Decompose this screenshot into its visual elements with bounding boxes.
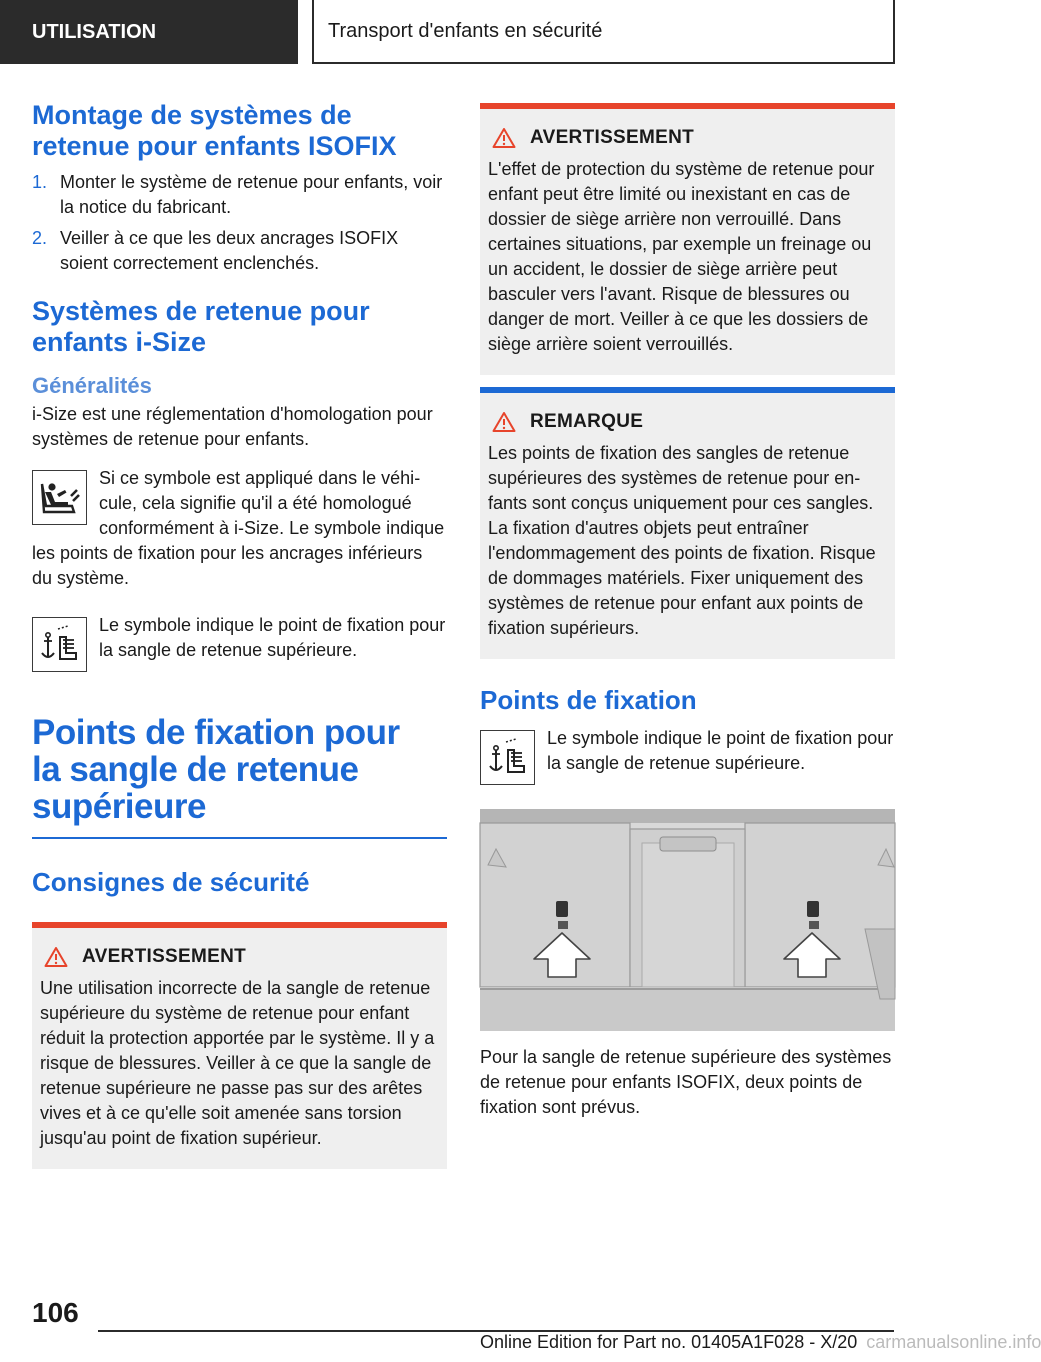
- isize-symbol-text: Si ce symbole est appliqué dans le véhicule, cela signifie qu'il a été homologué conformément à i-Size. Le symbole indique les points de fixation pour les ancrages inférieurs du système.: [32, 468, 445, 588]
- footer-edition: [480, 1332, 1041, 1353]
- edition-text: Online Edition for Part no. 01405A1F028 - X/20: [480, 1332, 858, 1352]
- step-number: 2.: [32, 228, 48, 248]
- anchor-points-illustration: [480, 809, 895, 1031]
- heading-rule: [32, 837, 447, 839]
- chapter-tab: [312, 0, 895, 64]
- warning-triangle-icon: [44, 946, 68, 968]
- points-heading: Points de fixation: [480, 685, 697, 715]
- warning-triangle-icon: [492, 411, 516, 433]
- isize-heading: Systèmes de retenue pour enfants i-Size: [32, 296, 370, 357]
- warning-box: [480, 103, 895, 375]
- isofix-steps: [32, 170, 447, 276]
- notice-text: Les points de fixation des sangles de retenue supérieures des systèmes de retenue pour enfants sont conçus uniquement pour ces sangles. La fixation d'autres objets peut entraîner l'endommagement des points de fixation. Risque de dommages matériels. Fixer uniquement des systèmes de retenue pour enfant aux points de fixation supérieurs.: [488, 443, 876, 638]
- warning-label: AVERTISSEMENT: [530, 127, 695, 148]
- notice-title: [488, 411, 887, 433]
- right-column: [480, 103, 895, 1120]
- watermark-text: carmanualsonline.info: [866, 1332, 1041, 1352]
- tether-symbol-row: [32, 613, 447, 676]
- warning-box: [32, 922, 447, 1169]
- isofix-heading: Montage de systèmes de retenue pour enfants ISOFIX: [32, 100, 397, 161]
- photo-caption: Pour la sangle de retenue supérieure des systèmes de retenue pour enfants ISOFIX, deux points de fixation sont prévus.: [480, 1047, 892, 1117]
- notice-box: [480, 387, 895, 659]
- step-text: Veiller à ce que les deux ancrages ISOFIX soient correctement enclenchés.: [60, 228, 399, 273]
- points-symbol-row: [480, 726, 895, 789]
- general-text: i-Size est une réglementation d'homologation pour systèmes de retenue pour enfants.: [32, 404, 433, 449]
- left-column: [32, 100, 447, 1169]
- chapter-label: Transport d'enfants en sécurité: [328, 19, 603, 42]
- step-text: Monter le système de retenue pour enfants, voir la notice du fabricant.: [60, 172, 443, 217]
- isize-symbol-row: [32, 466, 447, 591]
- warning-label: AVERTISSEMENT: [82, 946, 247, 967]
- warning-title: [40, 946, 439, 968]
- warning-text: Une utilisation incorrecte de la sangle de retenue supérieure du système de retenue pour enfant réduit la protection apportée par le système. Il y a risque de blessures. Veiller à ce que la sangle de retenue supérieure ne passe pas sur des arêtes vives et à ce qu'elle soit amenée sans torsion jusqu'au point de fixation supérieur.: [40, 978, 435, 1148]
- warning-title: [488, 127, 887, 149]
- step-item: [32, 170, 447, 220]
- section-tab: [0, 0, 298, 64]
- page-number: 106: [32, 1297, 79, 1328]
- isize-child-seat-icon: [32, 470, 87, 525]
- top-tether-anchor-icon: [32, 617, 87, 672]
- main-heading: Points de fixation pour la sangle de retenue supérieure: [32, 713, 400, 826]
- safety-heading: Consignes de sécurité: [32, 867, 310, 897]
- warning-text: L'effet de protection du système de retenue pour enfant peut être limité ou inexistant en cas de dossier de siège arrière non verrouillé. Dans certaines situations, par exemple un freinage ou un accident, le dossier de siège arrière peut basculer vers l'avant. Risque de blessures ou danger de mort. Veiller à ce que les dossiers de siège arrière soient verrouillés.: [488, 159, 875, 354]
- general-heading: Généralités: [32, 373, 152, 398]
- tether-symbol-text: Le symbole indique le point de fixation pour la sangle de retenue supérieure.: [99, 615, 446, 660]
- warning-triangle-icon: [492, 127, 516, 149]
- section-label: UTILISATION: [32, 20, 157, 43]
- notice-label: REMARQUE: [530, 411, 644, 432]
- step-item: [32, 226, 447, 276]
- points-symbol-text: Le symbole indique le point de fixation pour la sangle de retenue supérieure.: [547, 728, 894, 773]
- step-number: 1.: [32, 172, 48, 192]
- top-tether-anchor-icon: [480, 730, 535, 785]
